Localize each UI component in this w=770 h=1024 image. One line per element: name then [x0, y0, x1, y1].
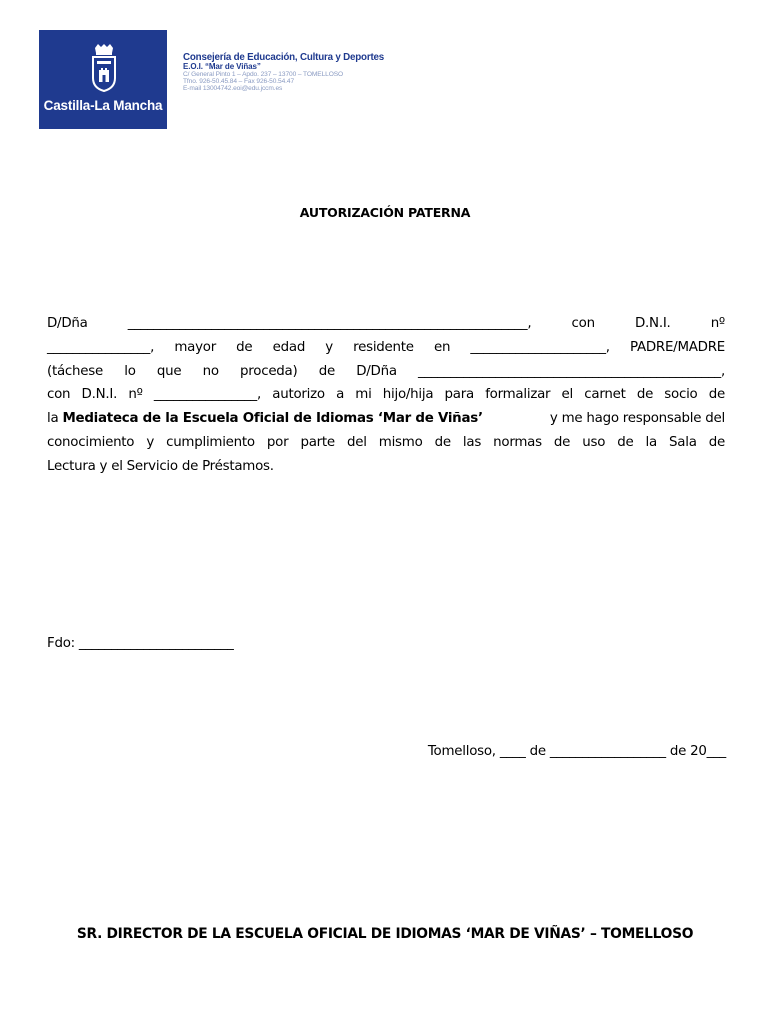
- place-date-line: Tomelloso, ____ de __________________ de 20___: [427, 744, 726, 759]
- body-line-5-suffix: y me hago responsable del: [545, 411, 725, 427]
- school-email: E-mail 13004742.eoi@edu.jccm.es: [183, 84, 283, 92]
- authorization-body: [47, 312, 725, 479]
- document-title: AUTORIZACIÓN PATERNA: [299, 205, 471, 220]
- body-line-5: [47, 407, 725, 431]
- school-name: E.O.I. “Mar de Viñas”: [183, 62, 261, 72]
- addressee-line: SR. DIRECTOR DE LA ESCUELA OFICIAL DE IDIOMAS ‘MAR DE VIÑAS’ – TOMELLOSO: [76, 926, 694, 942]
- organization-name: Consejería de Educación, Cultura y Deportes: [183, 52, 384, 63]
- crest-icon: [89, 44, 119, 92]
- school-phone: Tfno. 926-50.45.84 – Fax 926-50.54.47: [183, 77, 295, 85]
- letterhead-info: [183, 53, 384, 92]
- body-line-5-prefix: la: [47, 411, 63, 427]
- castilla-la-mancha-logo: [39, 30, 167, 129]
- school-address: C/ General Pinto 1 – Apdo. 237 – 13700 – TOMELLOSO: [183, 70, 344, 78]
- body-line-2: ________________, mayor de edad y residente en _____________________, PADRE/MADRE: [47, 339, 725, 355]
- body-line-4: con D.N.I. nº ________________, autorizo a mi hijo/hija para formalizar el carnet de socio de: [47, 387, 725, 403]
- body-line-6: conocimiento y cumplimiento por parte del mismo de las normas de uso de la Sala de: [47, 434, 725, 450]
- signature-line: Fdo: ________________________: [47, 636, 234, 651]
- mediateca-name: Mediateca de la Escuela Oficial de Idiomas ‘Mar de Viñas’: [62, 411, 483, 427]
- logo-text: Castilla-La Mancha: [43, 98, 163, 113]
- body-line-1: D/Dña ______________________________________________________________, con D.N.I. nº: [47, 316, 725, 331]
- body-line-3: (táchese lo que no proceda) de D/Dña _______________________________________________,: [47, 363, 725, 379]
- body-line-7: Lectura y el Servicio de Préstamos.: [47, 458, 274, 474]
